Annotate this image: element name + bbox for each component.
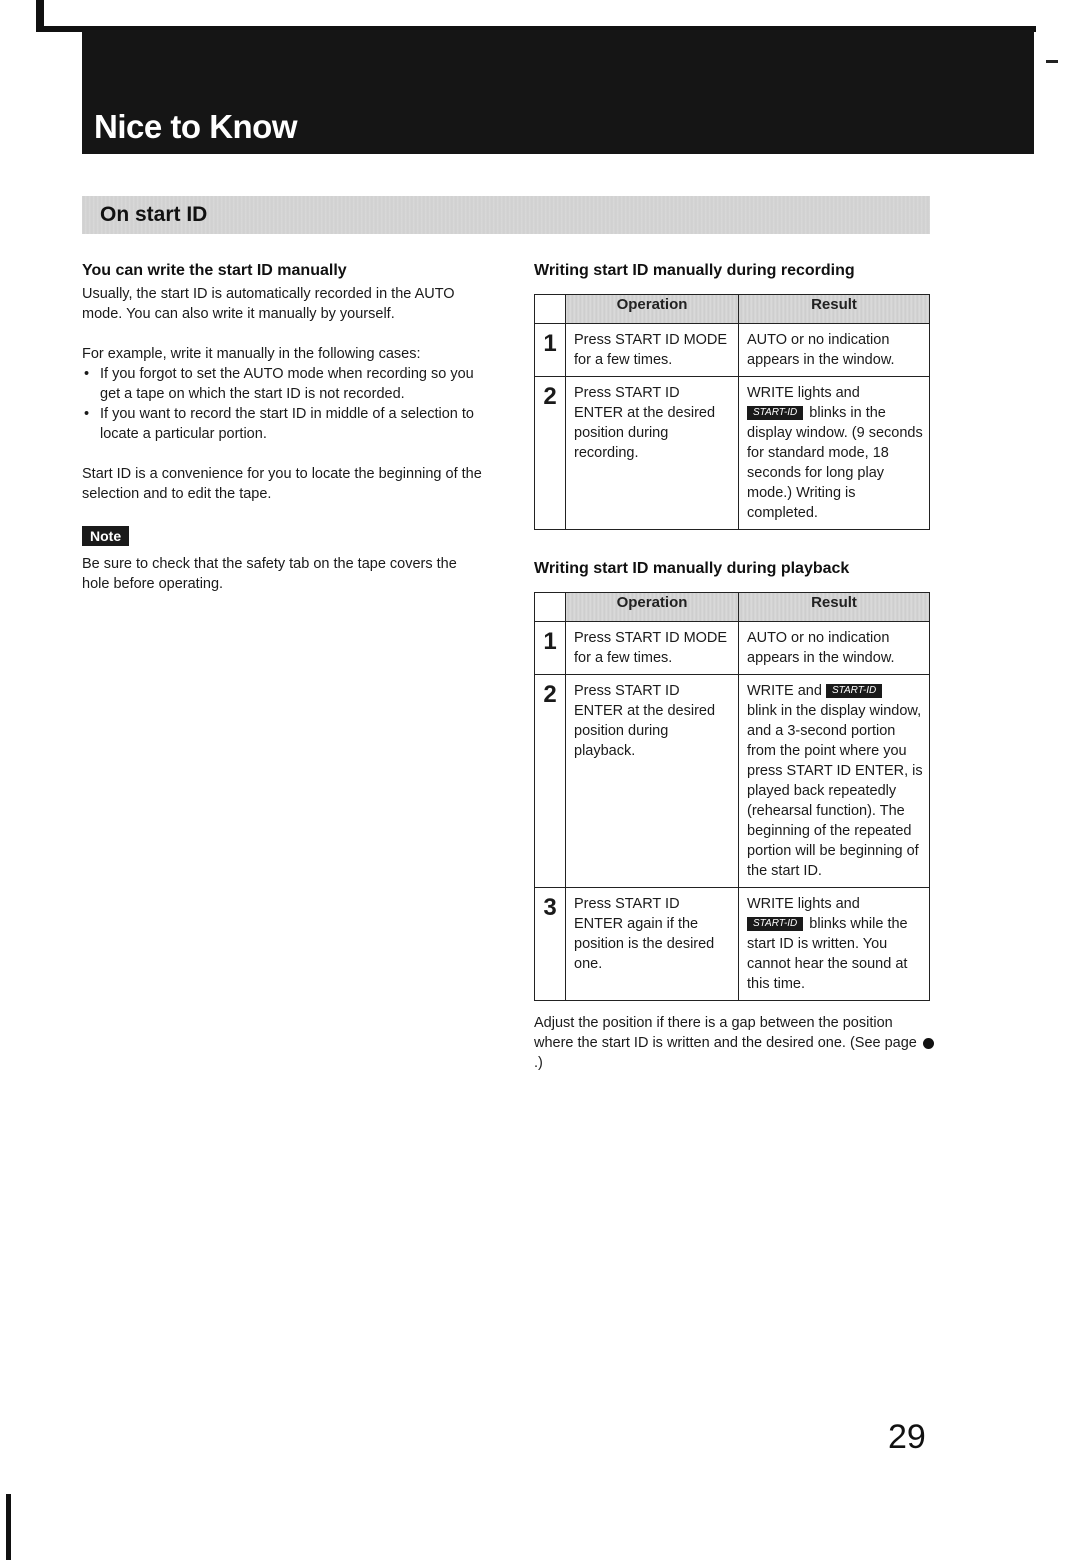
playback-heading: Writing start ID manually during playback [534,560,850,577]
start-id-indicator: START-ID [826,684,882,698]
footer-text: Adjust the position if there is a gap between the position where the start ID is written and the desired one. (See page [534,1015,917,1051]
note-text: Be sure to check that the safety tab on the tape covers the hole before operating. [82,556,457,592]
edge-tick [1046,60,1058,63]
recording-table [534,294,930,530]
convenience-paragraph: Start ID is a convenience for you to locate the beginning of the selection and to edit the tape. [82,466,482,502]
table-row [535,324,930,377]
left-column [82,262,482,594]
step-number: 1 [535,324,566,377]
result-cell [739,888,930,1001]
left-heading: You can write the start ID manually [82,262,347,279]
case-list [82,364,482,444]
result-cell: AUTO or no indication appears in the window. [739,324,930,377]
result-header: Result [739,295,930,324]
step-number: 2 [535,377,566,530]
start-id-indicator: START-ID [747,917,803,931]
footer-paragraph [534,1013,934,1073]
operation-cell: Press START ID MODE for a few times. [566,622,739,675]
result-pre: WRITE and [747,683,822,699]
operation-cell: Press START ID ENTER at the desired position during recording. [566,377,739,530]
result-text: blink in the display window, and a 3-second portion from the point where you press START ID ENTER, is played back repeatedly (rehearsal function). The beginning of the repeated portion will be beginning of the start ID. [747,703,923,879]
page-ref-dot-icon [923,1038,934,1049]
table-row [535,888,930,1001]
operation-cell: Press START ID ENTER again if the position is the desired one. [566,888,739,1001]
table-header-row [535,295,930,324]
list-item: • If you forgot to set the AUTO mode when recording so you get a tape on which the start ID is not recorded. [82,364,482,404]
start-id-indicator: START-ID [747,406,803,420]
step-number: 1 [535,622,566,675]
playback-table [534,592,930,1001]
table-row [535,675,930,888]
page-title: Nice to Know [94,108,298,145]
result-pre: WRITE lights and [747,896,860,912]
example-lead: For example, write it manually in the following cases: [82,346,421,362]
section-band [82,196,930,234]
footer-end: .) [534,1055,543,1071]
result-text: blinks in the display window. (9 seconds for standard mode, 18 seconds for long play mode.) Writing is completed. [747,405,923,521]
table-row [535,377,930,530]
operation-header: Operation [566,295,739,324]
num-header [535,295,566,324]
right-column [534,262,934,1073]
operation-cell: Press START ID ENTER at the desired position during playback. [566,675,739,888]
num-header [535,593,566,622]
result-pre: WRITE lights and [747,385,860,401]
operation-header: Operation [566,593,739,622]
header-band [82,30,1034,154]
step-number: 3 [535,888,566,1001]
result-cell [739,675,930,888]
table-header-row [535,593,930,622]
result-text: blinks while the start ID is written. You cannot hear the sound at this time. [747,916,908,992]
intro-paragraph: Usually, the start ID is automatically recorded in the AUTO mode. You can also write it manually by yourself. [82,286,455,322]
section-title: On start ID [100,203,208,226]
step-number: 2 [535,675,566,888]
result-cell [739,377,930,530]
page-number: 29 [888,1418,926,1456]
operation-cell: Press START ID MODE for a few times. [566,324,739,377]
result-cell: AUTO or no indication appears in the window. [739,622,930,675]
result-header: Result [739,593,930,622]
left-bracket [6,1494,11,1560]
recording-heading: Writing start ID manually during recording [534,262,855,279]
list-item: • If you want to record the start ID in middle of a selection to locate a particular portion. [82,404,482,444]
table-row [535,622,930,675]
note-badge: Note [82,526,129,546]
